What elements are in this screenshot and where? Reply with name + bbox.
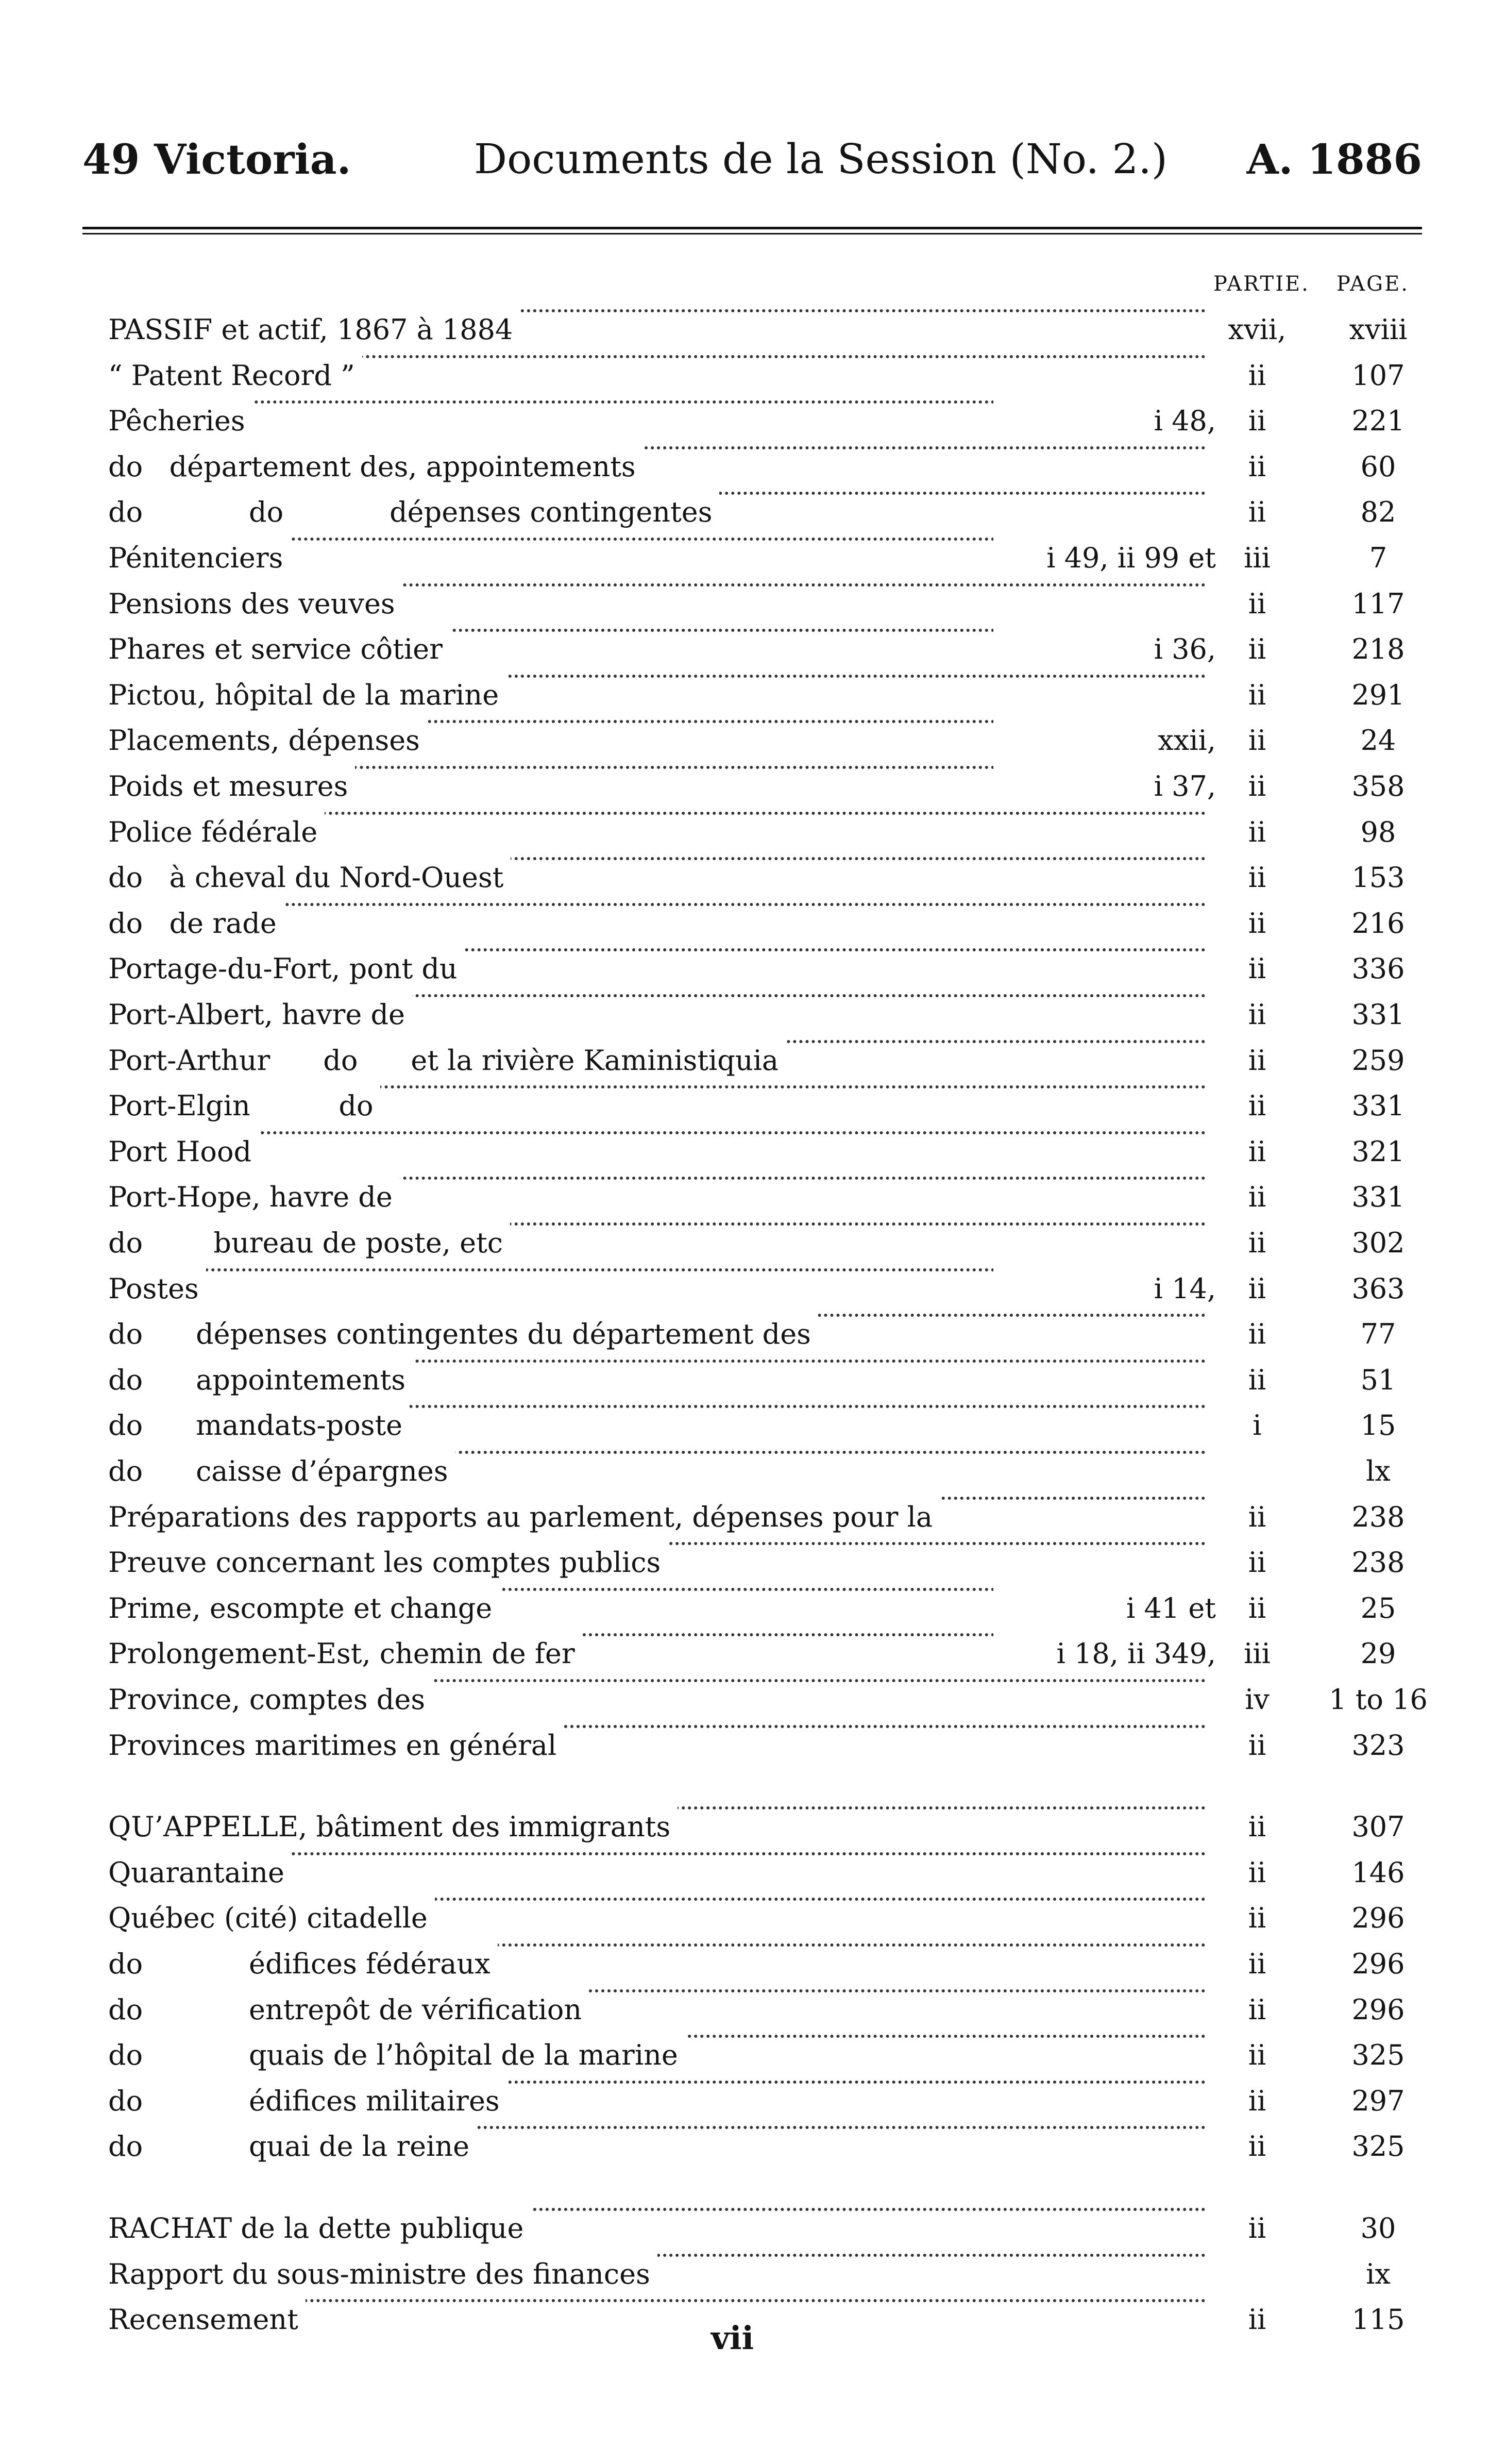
- entry-label: Port-Arthur do et la rivière Kaministiquia: [108, 1040, 786, 1081]
- entry-page: 117: [1351, 588, 1405, 620]
- entry-page: ix: [1366, 2258, 1391, 2290]
- index-entry: [0, 1360, 1506, 1401]
- entry-partie: ii: [1248, 2085, 1266, 2117]
- entry-page: 336: [1351, 952, 1405, 985]
- index-entry: [0, 1542, 1506, 1583]
- entry-label: Placements, dépenses: [108, 720, 427, 761]
- entry-label: do édifices militaires: [108, 2081, 507, 2122]
- entry-page: 325: [1351, 2039, 1405, 2071]
- entry-label: do de rade: [108, 903, 284, 944]
- index-entry: [0, 309, 1506, 350]
- entry-partie: ii: [1248, 907, 1266, 940]
- entry-page: 331: [1351, 1089, 1405, 1122]
- entry-page: 77: [1360, 1318, 1396, 1350]
- entry-label: do dépenses contingentes du département des: [108, 1314, 818, 1355]
- index-entry: [0, 1497, 1506, 1538]
- index-entry: [0, 720, 1506, 761]
- entry-page: xviii: [1349, 313, 1408, 346]
- entry-label: Prime, escompte et change: [108, 1588, 499, 1629]
- entry-partie: ii: [1248, 496, 1266, 528]
- entry-page: 259: [1351, 1044, 1405, 1077]
- entry-page: 15: [1360, 1409, 1396, 1441]
- entry-page: 216: [1351, 907, 1405, 940]
- index-entry: [0, 1989, 1506, 2031]
- entry-page: 7: [1369, 542, 1387, 574]
- entry-label: QU’APPELLE, bâtiment des immigrants: [108, 1806, 678, 1848]
- entry-partie: ii: [1248, 2303, 1266, 2336]
- entry-label: do caisse d’épargnes: [108, 1451, 455, 1492]
- entry-partie: ii: [1248, 1592, 1266, 1624]
- entry-page: 296: [1351, 1993, 1405, 2026]
- page-number: vii: [711, 2319, 754, 2357]
- header-title: Documents de la Session (No. 2.): [474, 135, 1168, 183]
- entry-label: do à cheval du Nord-Ouest: [108, 857, 511, 898]
- index-entry: [0, 1806, 1506, 1848]
- entry-partie: ii: [1248, 998, 1266, 1031]
- entry-label: Port-Albert, havre de: [108, 994, 412, 1035]
- entry-page: 296: [1351, 1948, 1405, 1980]
- entry-label: Phares et service côtier: [108, 629, 450, 670]
- entry-label: Québec (cité) citadelle: [108, 1898, 435, 1939]
- entry-page: 321: [1351, 1135, 1405, 1168]
- index-entry: [0, 1268, 1506, 1310]
- index-entry: [0, 1040, 1506, 1081]
- entry-partie: ii: [1248, 588, 1266, 620]
- dot-leader: [119, 1131, 1206, 1134]
- entry-partie: ii: [1248, 1729, 1266, 1762]
- entry-reference: i 14,: [993, 1268, 1216, 1310]
- entry-label: do appointements: [108, 1360, 413, 1401]
- entry-partie: iii: [1244, 542, 1271, 574]
- index-entry: [0, 1085, 1506, 1127]
- entry-page: 238: [1351, 1501, 1405, 1533]
- entry-label: Pensions des veuves: [108, 583, 402, 625]
- index-entry: [0, 446, 1506, 488]
- entry-label: Pêcheries: [108, 400, 252, 442]
- index-entry: [0, 1898, 1506, 1939]
- entry-partie: ii: [1248, 861, 1266, 894]
- entry-reference: i 48,: [993, 400, 1216, 442]
- index-entry: [0, 1451, 1506, 1492]
- entry-partie: ii: [1248, 1089, 1266, 1122]
- entry-page: 24: [1360, 724, 1396, 757]
- entry-partie: ii: [1248, 1856, 1266, 1889]
- entry-partie: i: [1253, 1409, 1262, 1441]
- entry-partie: ii: [1248, 359, 1266, 392]
- entry-label: do do dépenses contingentes: [108, 492, 719, 533]
- header-regnal-year: 49 Victoria.: [82, 135, 351, 183]
- entry-reference: i 49, ii 99 et: [993, 538, 1216, 579]
- entry-reference: xxii,: [993, 720, 1216, 761]
- entry-label: Portage-du-Fort, pont du: [108, 948, 465, 990]
- entry-partie: ii: [1248, 1181, 1266, 1213]
- index-entry: [0, 1222, 1506, 1264]
- entry-page: 51: [1360, 1364, 1396, 1396]
- index-entry: [0, 492, 1506, 533]
- entry-partie: ii: [1248, 816, 1266, 848]
- entry-partie: ii: [1248, 2039, 1266, 2071]
- entry-page: 60: [1360, 450, 1396, 483]
- entry-label: do quai de la reine: [108, 2126, 477, 2167]
- entry-label: Port-Hope, havre de: [108, 1177, 400, 1218]
- entry-partie: ii: [1248, 1227, 1266, 1259]
- index-entry: [0, 629, 1506, 670]
- entry-reference: i 18, ii 349,: [993, 1633, 1216, 1674]
- entry-partie: ii: [1248, 2212, 1266, 2244]
- entry-page: 291: [1351, 679, 1405, 711]
- column-header-partie: PARTIE.: [1213, 272, 1310, 296]
- index-entry: [0, 1314, 1506, 1355]
- entry-partie: ii: [1248, 952, 1266, 985]
- index-entry: [0, 903, 1506, 944]
- entry-page: 153: [1351, 861, 1405, 894]
- entry-page: 1 to 16: [1329, 1683, 1428, 1716]
- index-entry: [0, 994, 1506, 1035]
- entry-page: 25: [1360, 1592, 1396, 1624]
- entry-page: 238: [1351, 1546, 1405, 1579]
- header-year: A. 1886: [1246, 135, 1422, 183]
- entry-label: Provinces maritimes en général: [108, 1725, 564, 1766]
- entry-label: do édifices fédéraux: [108, 1943, 498, 1985]
- entry-page: 325: [1351, 2130, 1405, 2163]
- index-entry: [0, 1177, 1506, 1218]
- entry-partie: ii: [1248, 1948, 1266, 1980]
- entry-page: 302: [1351, 1227, 1405, 1259]
- entry-label: Rapport du sous-ministre des finances: [108, 2254, 657, 2295]
- entry-partie: iv: [1245, 1683, 1270, 1716]
- index-entry: [0, 1852, 1506, 1893]
- index-entry: [0, 948, 1506, 990]
- entry-page: 296: [1351, 1902, 1405, 1934]
- entry-partie: ii: [1248, 1272, 1266, 1305]
- entry-page: 146: [1351, 1856, 1405, 1889]
- entry-partie: ii: [1248, 1318, 1266, 1350]
- entry-label: PASSIF et actif, 1867 à 1884: [108, 309, 520, 350]
- entry-label: do mandats-poste: [108, 1405, 410, 1446]
- index-entry: [0, 1131, 1506, 1172]
- index-entry: [0, 1725, 1506, 1766]
- entry-partie: ii: [1248, 450, 1266, 483]
- entry-page: 297: [1351, 2085, 1405, 2117]
- entry-reference: i 36,: [993, 629, 1216, 670]
- column-header-page: PAGE.: [1336, 272, 1409, 296]
- index-entry: [0, 1405, 1506, 1446]
- entry-page: 98: [1360, 816, 1396, 848]
- entry-label: RACHAT de la dette publique: [108, 2208, 531, 2249]
- entry-page: 323: [1351, 1729, 1405, 1762]
- index-entry: [0, 1943, 1506, 1985]
- entry-label: Province, comptes des: [108, 1679, 432, 1720]
- entry-partie: ii: [1248, 633, 1266, 665]
- entry-partie: ii: [1248, 1044, 1266, 1077]
- entry-partie: ii: [1248, 770, 1266, 802]
- index-entry: [0, 1588, 1506, 1629]
- index-entry: [0, 766, 1506, 807]
- entry-partie: ii: [1248, 1135, 1266, 1168]
- entry-reference: i 37,: [993, 766, 1216, 807]
- entry-page: 82: [1360, 496, 1396, 528]
- index-entry: [0, 857, 1506, 898]
- entry-label: “ Patent Record ”: [108, 355, 362, 396]
- entry-partie: ii: [1248, 1364, 1266, 1396]
- entry-partie: ii: [1248, 405, 1266, 437]
- entry-label: do bureau de poste, etc: [108, 1222, 510, 1264]
- index-entry: [0, 675, 1506, 716]
- index-entry: [0, 2126, 1506, 2167]
- entry-page: 331: [1351, 1181, 1405, 1213]
- entry-label: Poids et mesures: [108, 766, 355, 807]
- entry-page: 331: [1351, 998, 1405, 1031]
- index-entry: [0, 355, 1506, 396]
- entry-label: Preuve concernant les comptes publics: [108, 1542, 668, 1583]
- entry-partie: ii: [1248, 2130, 1266, 2163]
- index-entry: [0, 1633, 1506, 1674]
- index-entry: [0, 2208, 1506, 2249]
- entry-page: lx: [1366, 1455, 1391, 1487]
- index-entry: [0, 812, 1506, 853]
- entry-page: 107: [1351, 359, 1405, 392]
- index-entry: [0, 538, 1506, 579]
- entry-label: Pictou, hôpital de la marine: [108, 675, 506, 716]
- entry-partie: ii: [1248, 724, 1266, 757]
- entry-partie: ii: [1248, 1993, 1266, 2026]
- entry-page: 115: [1351, 2303, 1405, 2336]
- entry-partie: ii: [1248, 679, 1266, 711]
- entry-label: Prolongement-Est, chemin de fer: [108, 1633, 582, 1674]
- entry-label: Préparations des rapports au parlement, dépenses pour la: [108, 1497, 940, 1538]
- entry-partie: ii: [1248, 1546, 1266, 1579]
- entry-label: do entrepôt de vérification: [108, 1989, 589, 2031]
- entry-label: Port Hood: [108, 1131, 259, 1172]
- entry-partie: ii: [1248, 1902, 1266, 1934]
- entry-partie: ii: [1248, 1811, 1266, 1843]
- entry-page: 30: [1360, 2212, 1396, 2244]
- index-entry: [0, 2254, 1506, 2295]
- entry-label: Police fédérale: [108, 812, 325, 853]
- index-entry: [0, 2035, 1506, 2076]
- index-entry: [0, 583, 1506, 625]
- entry-page: 29: [1360, 1637, 1396, 1670]
- index-entry: [0, 2081, 1506, 2122]
- entry-label: Pénitenciers: [108, 538, 290, 579]
- entry-partie: xvii,: [1228, 313, 1287, 346]
- entry-partie: iii: [1244, 1637, 1271, 1670]
- entry-page: 221: [1351, 405, 1405, 437]
- entry-page: 307: [1351, 1811, 1405, 1843]
- entry-partie: ii: [1248, 1501, 1266, 1533]
- entry-label: Port-Elgin do: [108, 1085, 380, 1127]
- entry-label: do département des, appointements: [108, 446, 643, 488]
- entry-label: Recensement: [108, 2299, 306, 2340]
- entry-page: 218: [1351, 633, 1405, 665]
- index-entry: [0, 400, 1506, 442]
- entry-label: Postes: [108, 1268, 206, 1310]
- entry-label: do quais de l’hôpital de la marine: [108, 2035, 685, 2076]
- index-entry: [0, 1679, 1506, 1720]
- entry-page: 363: [1351, 1272, 1405, 1305]
- entry-label: Quarantaine: [108, 1852, 292, 1893]
- entry-page: 358: [1351, 770, 1405, 802]
- entry-reference: i 41 et: [993, 1588, 1216, 1629]
